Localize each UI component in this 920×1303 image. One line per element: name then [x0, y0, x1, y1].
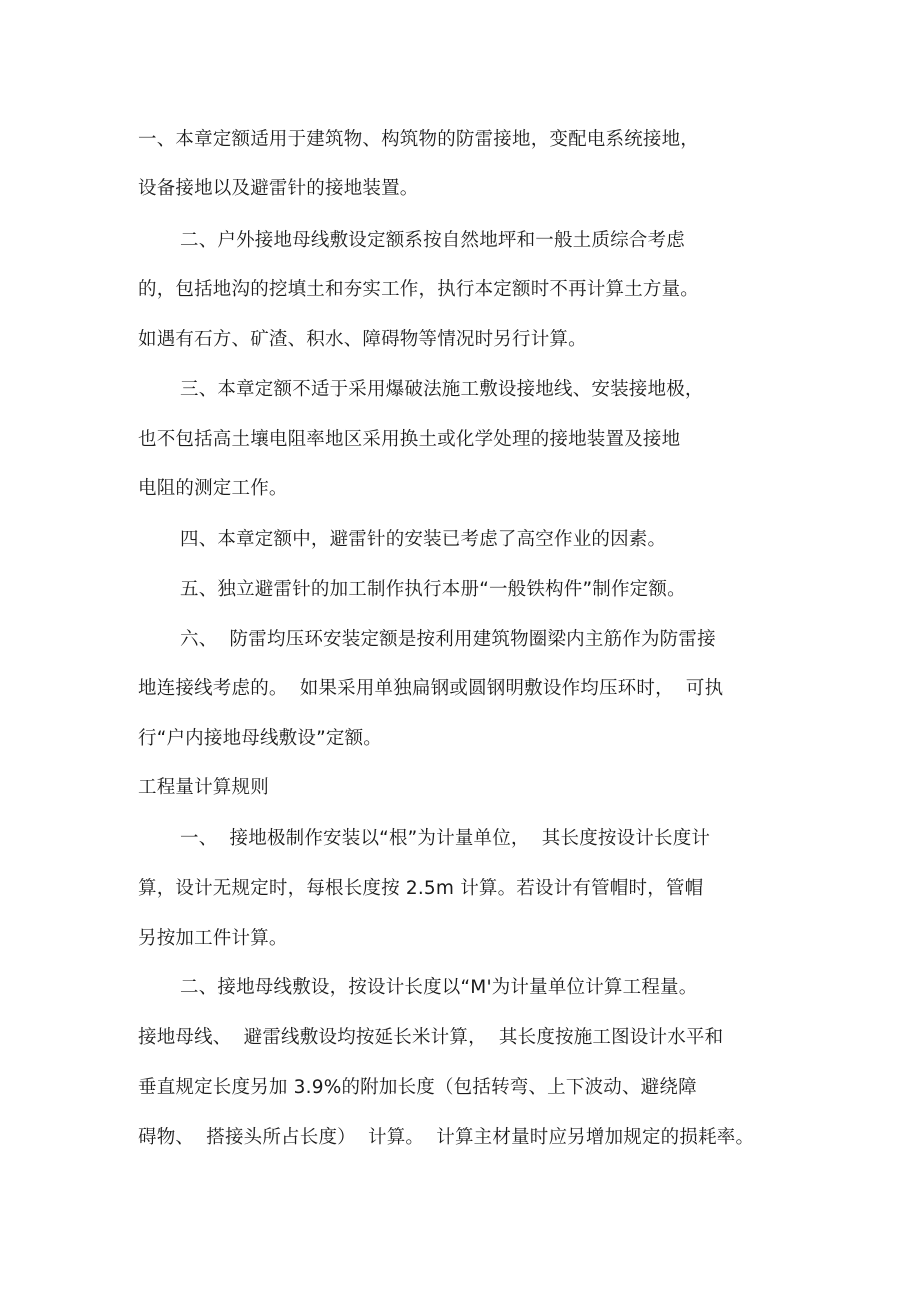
text-line-17: 另按加工件计算。 — [138, 928, 288, 949]
text-line-3: 二、户外接地母线敷设定额系按自然地坪和一般土质综合考虑 — [180, 230, 685, 251]
text-line-18: 二、接地母线敷设，按设计长度以“M'为计量单位计算工程量。 — [180, 977, 698, 998]
text-line-7: 也不包括高土壤电阻率地区采用换土或化学处理的接地装置及接地 — [138, 429, 681, 450]
text-line-6: 三、本章定额不适于采用爆破法施工敷设接地线、安装接地极， — [180, 379, 704, 400]
text-line-8: 电阻的测定工作。 — [138, 478, 288, 499]
text-line-2: 设备接地以及避雷针的接地装置。 — [138, 178, 419, 199]
text-line-9: 四、本章定额中，避雷针的安装已考虑了高空作业的因素。 — [180, 529, 667, 550]
text-line-10: 五、独立避雷针的加工制作执行本册“一般铁构件”制作定额。 — [180, 579, 686, 600]
text-line-5: 如遇有石方、矿渣、积水、障碍物等情况时另行计算。 — [138, 329, 587, 350]
text-line-4: 的，包括地沟的挖填土和夯实工作，执行本定额时不再计算土方量。 — [138, 279, 700, 300]
text-line-15: 一、 接地极制作安装以“根”为计量单位， 其长度按设计长度计 — [180, 828, 711, 849]
text-line-1: 一、本章定额适用于建筑物、构筑物的防雷接地，变配电系统接地， — [138, 129, 700, 150]
text-line-11: 六、 防雷均压环安装定额是按利用建筑物圈梁内主筋作为防雷接 — [180, 629, 716, 650]
text-line-20: 垂直规定长度另加 3.9%的附加长度（包括转弯、上下波动、避绕障 — [138, 1077, 697, 1098]
text-line-13: 行“户内接地母线敷设”定额。 — [138, 728, 382, 749]
section-heading: 工程量计算规则 — [138, 777, 269, 798]
text-line-12: 地连接线考虑的。 如果采用单独扁钢或圆钢明敷设作均压环时， 可执 — [138, 678, 724, 699]
text-line-21: 碍物、 搭接头所占长度） 计算。 计算主材量时应另增加规定的损耗率。 — [138, 1127, 755, 1148]
text-line-16: 算，设计无规定时，每根长度按 2.5m 计算。若设计有管帽时，管帽 — [138, 878, 704, 899]
text-line-19: 接地母线、 避雷线敷设均按延长米计算， 其长度按施工图设计水平和 — [138, 1027, 724, 1048]
